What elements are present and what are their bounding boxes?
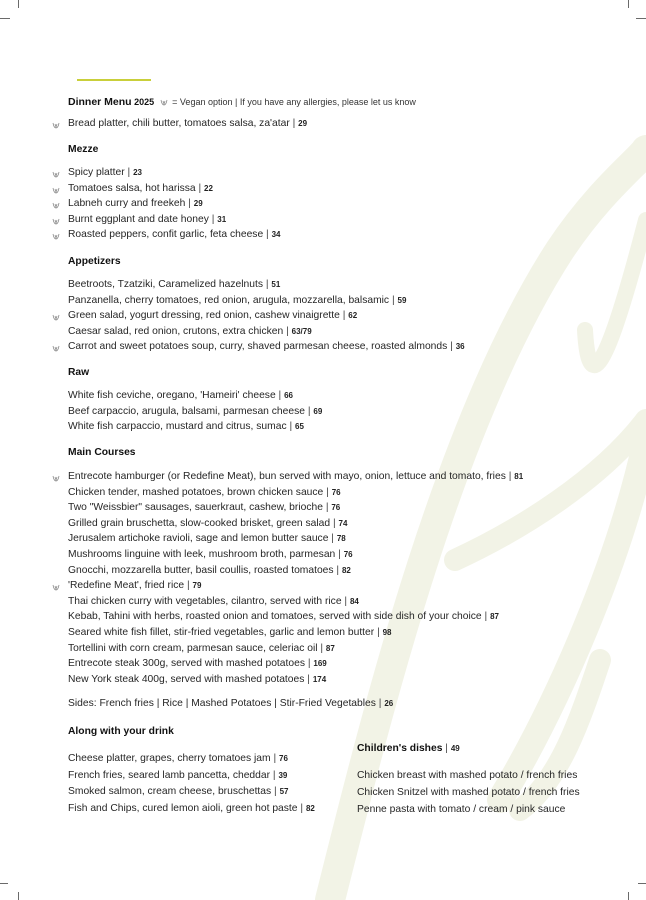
item-price: 76 — [343, 550, 353, 559]
menu-item — [68, 277, 280, 293]
item-name: New York steak 400g, served with mashed potatoes — [68, 673, 305, 685]
menu-item — [68, 625, 392, 641]
price-separator: | — [375, 698, 385, 709]
item-name: French fries, seared lamb pancetta, cheddar — [68, 769, 271, 781]
item-name: Thai chicken curry with vegetables, cilantro, served with rice — [68, 595, 342, 607]
item-name: Carrot and sweet potatoes soup, curry, shaved parmesan cheese, roasted almonds — [68, 341, 448, 353]
menu-item — [68, 516, 347, 532]
item-price: 22 — [204, 183, 213, 193]
item-name: Labneh curry and freekeh — [68, 198, 186, 210]
item-name: White fish ceviche, oregano, 'Hameiri' cheese — [68, 390, 276, 401]
item-name: Chicken Snitzel with mashed potato / french fries — [357, 787, 580, 799]
price-separator: | — [447, 341, 456, 353]
price-separator: | — [335, 549, 344, 560]
price-separator: | — [297, 802, 306, 814]
item-name: Kebab, Tahini with herbs, roasted onion and tomatoes, served with side dish of your choice — [68, 611, 482, 623]
menu-item — [357, 768, 577, 784]
price-separator: | — [339, 310, 349, 322]
sides-line — [68, 696, 393, 712]
item-name: Chicken tender, mashed potatoes, brown chicken sauce — [68, 486, 324, 498]
menu-item — [68, 672, 326, 688]
menu-item — [68, 212, 226, 228]
item-name: 'Redefine Meat', fried rice — [68, 580, 185, 592]
item-price: 76 — [331, 487, 341, 497]
item-name: Two "Weissbier" sausages, sauerkraut, cashew, brioche — [68, 502, 323, 514]
item-price: 36 — [455, 342, 465, 352]
menu-item — [68, 531, 346, 547]
price-separator: | — [341, 595, 350, 607]
item-price: 98 — [382, 628, 392, 637]
menu-item — [68, 388, 293, 404]
vegan-icon — [52, 474, 60, 482]
menu-item — [68, 656, 327, 672]
menu-item — [68, 227, 281, 243]
menu-item — [68, 308, 357, 324]
item-price: 66 — [284, 391, 293, 400]
item-price: 31 — [217, 214, 227, 224]
item-price: 57 — [279, 787, 289, 797]
menu-item-bread-platter — [68, 116, 307, 132]
price-separator: | — [374, 627, 383, 638]
item-price: 81 — [514, 472, 524, 481]
price-separator: | — [328, 533, 337, 545]
menu-item — [68, 609, 499, 625]
menu-item — [68, 801, 315, 817]
menu-header — [68, 96, 416, 108]
item-price: 29 — [298, 119, 308, 128]
item-price: 174 — [312, 674, 327, 684]
price-separator: | — [323, 486, 332, 498]
item-price: 78 — [336, 534, 346, 544]
vegan-icon — [52, 170, 60, 178]
item-price: 39 — [278, 770, 288, 780]
item-name: Panzanella, cherry tomatoes, red onion, arugula, mozzarella, balsamic — [68, 294, 390, 306]
vegan-icon — [160, 98, 168, 106]
price-separator: | — [271, 786, 280, 798]
item-name: Green salad, yogurt dressing, red onion, cashew vinaigrette — [68, 310, 340, 322]
vegan-icon — [52, 232, 60, 240]
price-separator: | — [184, 580, 193, 592]
item-name: Fish and Chips, cured lemon aioli, green hot paste — [68, 802, 298, 814]
item-name: Burnt eggplant and date honey — [68, 213, 209, 225]
vegan-icon — [52, 313, 60, 321]
menu-item — [357, 785, 580, 801]
menu-item — [68, 324, 312, 340]
section-heading-appetizers: Appetizers — [68, 256, 121, 267]
price-separator: | — [317, 642, 326, 654]
price-separator: | — [283, 325, 292, 337]
menu-year: 2025 — [134, 97, 155, 107]
price-separator: | — [263, 229, 272, 241]
menu-item — [68, 547, 353, 563]
menu-item — [68, 181, 213, 197]
menu-item — [68, 563, 351, 579]
item-name: Beef carpaccio, arugula, balsami, parmesan cheese — [68, 405, 305, 417]
menu-item — [68, 641, 335, 657]
item-name: Spicy platter — [68, 167, 125, 178]
price-separator: | — [124, 167, 134, 178]
item-name: Cheese platter, grapes, cherry tomatoes jam — [68, 753, 271, 764]
price-separator: | — [322, 502, 332, 514]
item-price: 51 — [271, 280, 281, 289]
item-name: Penne pasta with tomato / cream / pink sauce — [357, 804, 566, 816]
menu-item — [68, 469, 523, 485]
vegan-icon — [52, 186, 60, 194]
item-name: Roasted peppers, confit garlic, feta cheese — [68, 229, 264, 241]
section-heading-mezze: Mezze — [68, 144, 99, 155]
price-separator: | — [286, 421, 296, 433]
price-separator: | — [289, 118, 299, 129]
price-separator: | — [304, 673, 313, 685]
menu-item — [68, 196, 203, 212]
menu-item — [68, 768, 287, 784]
section-heading-main_courses: Main Courses — [68, 447, 136, 458]
children-price: 49 — [450, 744, 460, 753]
item-price: 169 — [313, 659, 327, 669]
item-price: 79 — [192, 581, 202, 591]
item-name: Entrecote hamburger (or Redefine Meat), bun served with mayo, onion, lettuce and tomato, fries — [68, 471, 506, 482]
price-separator: | — [481, 611, 491, 623]
price-separator: | — [270, 769, 279, 781]
item-name: Seared white fish fillet, stir-fried vegetables, garlic and lemon butter — [68, 627, 375, 638]
section-heading-children — [357, 743, 460, 754]
item-name: Grilled grain bruschetta, slow-cooked brisket, green salad — [68, 517, 331, 529]
item-name: Tortellini with corn cream, parmesan sauce, celeriac oil — [68, 642, 318, 654]
price-separator: | — [185, 198, 194, 210]
menu-item — [68, 485, 341, 501]
menu-item — [68, 500, 340, 516]
price-separator: | — [262, 279, 272, 290]
item-name: Jerusalem artichoke ravioli, sage and lemon butter sauce — [68, 533, 329, 545]
item-name: Smoked salmon, cream cheese, bruschettas — [68, 786, 272, 798]
section-heading-drink: Along with your drink — [68, 726, 174, 737]
menu-item — [68, 578, 201, 594]
vegan-icon — [52, 217, 60, 225]
price-separator: | — [389, 294, 398, 306]
item-price: 59 — [397, 295, 407, 305]
item-price: 65 — [295, 422, 304, 432]
vegan-icon — [52, 344, 60, 352]
vegan-icon — [52, 201, 60, 209]
item-name: Mushrooms linguine with leek, mushroom broth, parmesan — [68, 549, 336, 560]
item-name: White fish carpaccio, mustard and citrus, sumac — [68, 421, 287, 433]
item-name: Gnocchi, mozzarella butter, basil coullis, roasted tomatoes — [68, 564, 334, 576]
item-price: 87 — [325, 643, 335, 653]
item-name: Bread platter, chili butter, tomatoes salsa, za'atar — [68, 118, 290, 129]
item-price: 74 — [338, 518, 348, 528]
item-price: 84 — [349, 596, 359, 606]
price-separator: | — [195, 182, 205, 194]
item-price: 63/79 — [291, 326, 312, 336]
menu-item — [68, 419, 304, 435]
children-title: Children's dishes — [357, 743, 443, 754]
price-separator: | — [505, 471, 515, 482]
item-price: 76 — [279, 754, 288, 763]
menu-item — [68, 594, 359, 610]
menu-title: Dinner Menu — [68, 96, 132, 108]
vegan-icon — [52, 121, 60, 129]
menu-item — [68, 339, 465, 355]
vegan-legend-text: = Vegan option | If you have any allergies, please let us know — [172, 97, 416, 107]
menu-item — [68, 165, 142, 181]
price-separator: | — [275, 390, 285, 401]
section-heading-raw: Raw — [68, 367, 90, 378]
item-price: 87 — [490, 612, 499, 622]
menu-item — [68, 784, 289, 800]
sides-text: Sides: French fries | Rice | Mashed Potatoes | Stir-Fried Vegetables — [68, 698, 376, 709]
menu-item — [357, 802, 565, 818]
menu-item — [68, 293, 406, 309]
menu-item — [68, 751, 288, 767]
price-separator: | — [330, 517, 339, 529]
menu-item — [68, 404, 322, 420]
item-price: 76 — [331, 503, 341, 513]
item-name: Beetroots, Tzatziki, Caramelized hazelnuts — [68, 279, 263, 290]
item-price: 62 — [348, 311, 358, 321]
item-price: 34 — [271, 230, 281, 240]
price-separator: | — [270, 753, 280, 764]
item-name: Tomatoes salsa, hot harissa — [68, 182, 196, 194]
item-name: Caesar salad, red onion, crutons, extra chicken — [68, 325, 284, 337]
vegan-icon — [52, 583, 60, 591]
price-separator: | — [442, 743, 451, 754]
price-separator: | — [208, 213, 218, 225]
sides-price: 26 — [384, 699, 394, 708]
price-separator: | — [304, 658, 314, 670]
item-price: 82 — [305, 803, 315, 813]
item-name: Entrecote steak 300g, served with mashed potatoes — [68, 658, 305, 670]
accent-rule — [77, 79, 151, 81]
item-name: Chicken breast with mashed potato / french fries — [357, 770, 578, 781]
item-price: 29 — [193, 199, 203, 209]
item-price: 82 — [341, 565, 351, 575]
item-price: 23 — [133, 168, 142, 177]
item-price: 69 — [313, 406, 323, 416]
price-separator: | — [304, 405, 314, 417]
price-separator: | — [333, 564, 342, 576]
